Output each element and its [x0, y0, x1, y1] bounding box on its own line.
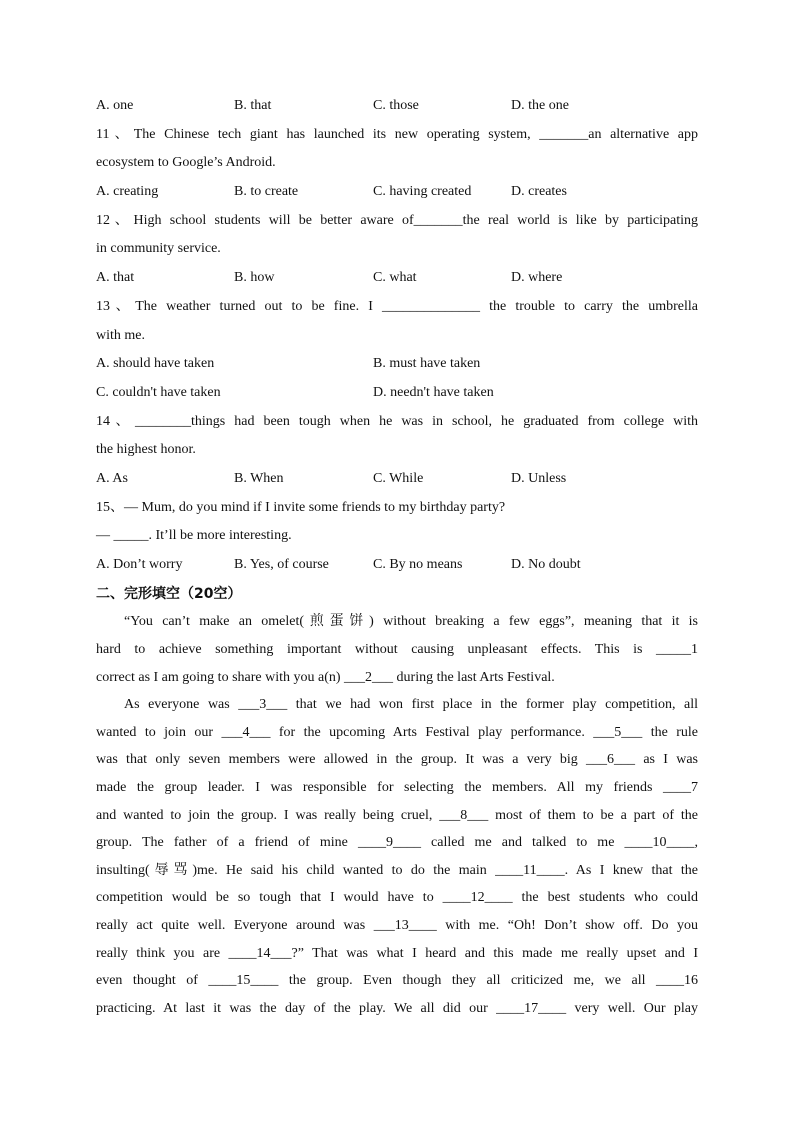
q11-stem-line2: ecosystem to Google’s Android. — [96, 155, 276, 171]
passage-line: and wanted to join the group. I was really being cruel, ___8___ most of them to be a part of the — [96, 807, 698, 823]
passage-paragraph-1 — [96, 608, 698, 691]
q13-stem-line2: with me. — [96, 327, 145, 343]
q15-option-d: D. No doubt — [511, 557, 581, 572]
q12-stem-line2: in community service. — [96, 241, 221, 257]
q15-options — [96, 551, 698, 580]
q10-option-c: C. those — [373, 98, 419, 113]
passage-line: really act quite well. Everyone around was ___13____ with me. “Oh! Don’t show off. Do you — [96, 917, 698, 933]
q13-options-row2 — [96, 379, 698, 408]
q15-option-c: C. By no means — [373, 557, 463, 572]
q11-option-b: B. to create — [234, 184, 299, 200]
q15-stem-line2: — _____. It’ll be more interesting. — [96, 528, 292, 544]
q11-option-d: D. creates — [511, 184, 567, 200]
q14-options — [96, 465, 698, 494]
q12-option-b: B. how — [234, 270, 275, 286]
passage-line: was that only seven members were allowed in the group. It was a very big ___6___ as I was — [96, 752, 698, 768]
q12-options — [96, 264, 698, 293]
q15-stem-line1: 15、— Mum, do you mind if I invite some friends to my birthday party? — [96, 499, 506, 515]
q11-options — [96, 178, 698, 207]
passage-line: As everyone was ___3___ that we had won first place in the former play competition, all — [124, 697, 698, 713]
q14-option-c: C. While — [373, 470, 424, 486]
q12-option-c: C. what — [373, 270, 417, 286]
passage-line: made the group leader. I was responsible for selecting the members. All my friends ____7 — [96, 779, 698, 795]
q13-option-d: D. needn't have taken — [373, 384, 494, 400]
q10-options — [96, 92, 698, 121]
q13-option-b: B. must have taken — [373, 356, 481, 372]
q11-option-c: C. having created — [373, 184, 472, 200]
q11-option-a: A. creating — [96, 184, 159, 200]
passage-paragraph-2 — [96, 691, 698, 1022]
passage-line: practicing. At last it was the day of the play. We all did our ____17____ very well. Our play — [96, 1000, 698, 1016]
q12-option-d: D. where — [511, 270, 563, 286]
q15-option-a: A. Don’t worry — [96, 557, 183, 572]
q13-stem-line1: 13、The weather turned out to be fine. I ______________ the trouble to carry the umbrella — [96, 298, 698, 314]
passage-line: correct as I am going to share with you a(n) ___2___ during the last Arts Festival. — [96, 669, 555, 685]
q12-option-a: A. that — [96, 270, 135, 286]
q13-option-a: A. should have taken — [96, 356, 215, 372]
q14-option-a: A. As — [96, 470, 128, 486]
q14-option-b: B. When — [234, 470, 284, 486]
q14-stem-line2: the highest honor. — [96, 442, 196, 458]
q11-stem-line1: 11、The Chinese tech giant has launched its new operating system, _______an alternative app — [96, 126, 698, 142]
q14-option-d: D. Unless — [511, 470, 567, 486]
q12-stem-line1: 12、High school students will be better aware of_______the real world is like by participating — [96, 212, 698, 228]
passage-line: hard to achieve something important without causing unpleasant effects. This is _____1 — [96, 641, 698, 657]
q13-option-c: C. couldn't have taken — [96, 384, 221, 400]
q10-option-d: D. the one — [511, 98, 569, 113]
q13-options-row1 — [96, 350, 698, 379]
q10-option-a: A. one — [96, 98, 134, 113]
passage-line: really think you are ____14___?” That was what I heard and this made me really upset and I — [96, 945, 698, 961]
passage-line: wanted to join our ___4___ for the upcoming Arts Festival play performance. ___5___ the rule — [96, 724, 698, 740]
passage-line: even thought of ____15____ the group. Even though they all criticized me, we all ____16 — [96, 973, 698, 989]
q14-stem-line1: 14、________things had been tough when he was in school, he graduated from college with — [96, 413, 698, 429]
q10-option-b: B. that — [234, 98, 272, 113]
passage-line: insulting(辱骂)me. He said his child wanted to do the main ____11____. As I knew that the — [96, 862, 698, 878]
section-title-cloze: 二、完形填空（20空） — [96, 585, 242, 602]
passage-line: competition would be so tough that I would have to ____12____ the best students who could — [96, 890, 698, 906]
q15-option-b: B. Yes, of course — [234, 557, 329, 572]
passage-line: group. The father of a friend of mine ____9____ called me and talked to me ____10____, — [96, 835, 698, 851]
passage-line: “You can’t make an omelet(煎蛋饼) without breaking a few eggs”, meaning that it is — [124, 614, 698, 630]
document-page — [96, 92, 698, 1022]
